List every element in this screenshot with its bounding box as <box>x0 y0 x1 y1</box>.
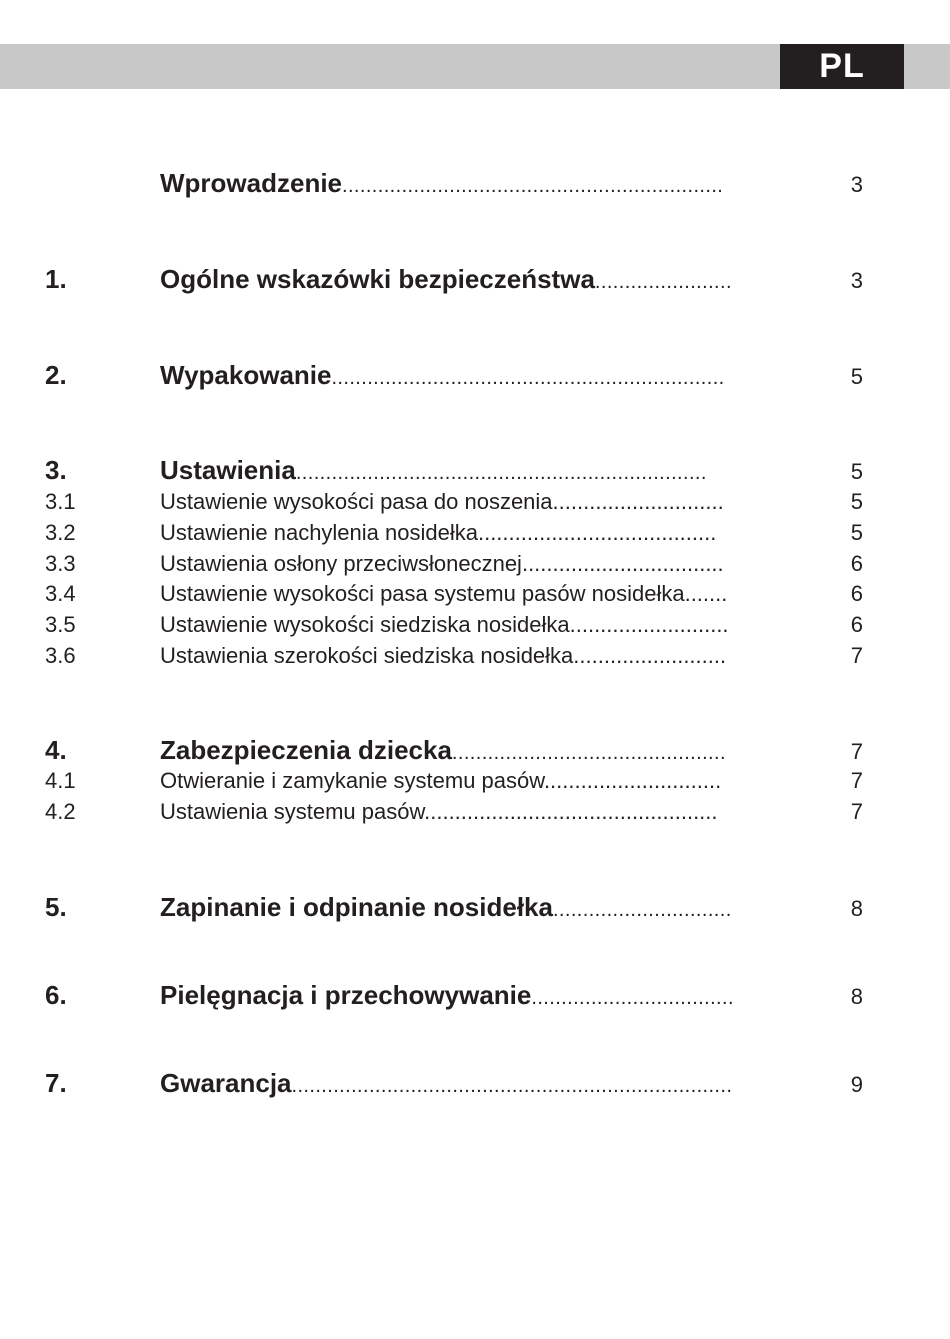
toc-entry-care[interactable] <box>0 980 950 1010</box>
leader-dots: .......................................................................... <box>291 1075 733 1097</box>
toc-entry-page: 6 <box>850 581 863 606</box>
toc-entry-number: 4.1 <box>45 768 76 793</box>
leader-dots: ..................................................................... <box>295 462 707 484</box>
toc-entry-title: Wypakowanie.................................................................. <box>160 360 725 390</box>
toc-entry-settings[interactable] <box>0 455 950 485</box>
toc-entry-fastening[interactable] <box>0 892 950 922</box>
toc-entry-number: 7. <box>45 1068 67 1098</box>
toc-entry-number: 3.1 <box>45 489 76 514</box>
toc-entry-number: 1. <box>45 264 67 294</box>
toc-entry-page: 8 <box>850 896 863 921</box>
toc-entry-title: Pielęgnacja i przechowywanie.................................. <box>160 980 734 1010</box>
toc-entry-4-2[interactable] <box>0 799 950 829</box>
toc-entry-4-1[interactable] <box>0 768 950 798</box>
toc-entry-title: Otwieranie i zamykanie systemu pasów............................. <box>160 768 722 793</box>
toc-entry-title: Ustawienie wysokości pasa do noszenia............................ <box>160 489 724 514</box>
toc-entry-number: 3.4 <box>45 581 76 606</box>
toc-entry-page: 7 <box>850 643 863 668</box>
toc-entry-unpacking[interactable] <box>0 360 950 390</box>
toc-entry-title: Ustawienie wysokości siedziska nosidełka.......................... <box>160 612 729 637</box>
toc-entry-page: 7 <box>850 739 863 764</box>
leader-dots: ............................. <box>543 768 722 793</box>
toc-entry-number: 3.3 <box>45 551 76 576</box>
toc-entry-child-safety[interactable] <box>0 735 950 765</box>
leader-dots: ................................................................ <box>342 175 724 197</box>
toc-entry-number: 4. <box>45 735 67 765</box>
toc-entry-number: 2. <box>45 360 67 390</box>
toc-entry-page: 9 <box>850 1072 863 1097</box>
toc-entry-number: 5. <box>45 892 67 922</box>
toc-entry-page: 3 <box>850 268 863 293</box>
leader-dots: ....................................... <box>477 520 717 545</box>
toc-entry-title: Gwarancja.......................................................................... <box>160 1068 733 1098</box>
toc-entry-3-4[interactable] <box>0 581 950 611</box>
toc-entry-number: 6. <box>45 980 67 1010</box>
leader-dots: .................................. <box>531 987 734 1009</box>
toc-entry-page: 6 <box>850 612 863 637</box>
toc-entry-3-6[interactable] <box>0 643 950 673</box>
toc-entry-page: 5 <box>850 459 863 484</box>
toc-entry-title: Ustawienia..................................................................... <box>160 455 707 485</box>
toc-entry-page: 7 <box>850 799 863 824</box>
toc-entry-number: 3.2 <box>45 520 76 545</box>
toc-entry-3-3[interactable] <box>0 551 950 581</box>
toc-entry-3-1[interactable] <box>0 489 950 519</box>
toc-entry-page: 3 <box>850 172 863 197</box>
toc-entry-title: Ustawienie nachylenia nosidełka....................................... <box>160 520 717 545</box>
toc-entry-title: Ustawienie wysokości pasa systemu pasów nosidełka....... <box>160 581 728 606</box>
leader-dots: ....... <box>684 581 728 606</box>
leader-dots: .............................. <box>552 899 732 921</box>
leader-dots: .................................................................. <box>331 367 725 389</box>
leader-dots: ................................. <box>521 551 724 576</box>
toc-entry-page: 5 <box>850 489 863 514</box>
leader-dots: .............................................. <box>451 742 726 764</box>
toc-entry-title: Ustawienia szerokości siedziska nosidełka......................... <box>160 643 727 668</box>
toc-entry-3-5[interactable] <box>0 612 950 642</box>
toc-entry-number: 3. <box>45 455 67 485</box>
toc-entry-number: 3.5 <box>45 612 76 637</box>
toc-entry-page: 6 <box>850 551 863 576</box>
toc-entry-number: 4.2 <box>45 799 76 824</box>
toc-entry-page: 7 <box>850 768 863 793</box>
toc-entry-title: Wprowadzenie................................................................ <box>160 168 724 198</box>
leader-dots: ......................... <box>573 643 727 668</box>
toc-entry-page: 5 <box>850 520 863 545</box>
toc-entry-page: 5 <box>850 364 863 389</box>
toc-entry-title: Ustawienia osłony przeciwsłonecznej................................. <box>160 551 724 576</box>
toc-entry-safety[interactable] <box>0 264 950 294</box>
leader-dots: ............................ <box>552 489 724 514</box>
toc-entry-title: Zabezpieczenia dziecka.............................................. <box>160 735 726 765</box>
toc-entry-title: Zapinanie i odpinanie nosidełka.............................. <box>160 892 732 922</box>
toc-entry-introduction[interactable] <box>0 168 950 198</box>
toc-entry-3-2[interactable] <box>0 520 950 550</box>
leader-dots: ....................... <box>594 271 732 293</box>
toc-entry-title: Ustawienia systemu pasów................................................ <box>160 799 718 824</box>
toc-entry-warranty[interactable] <box>0 1068 950 1098</box>
toc-entry-page: 8 <box>850 984 863 1009</box>
toc-entry-number: 3.6 <box>45 643 76 668</box>
toc-entry-title: Ogólne wskazówki bezpieczeństwa....................... <box>160 264 732 294</box>
language-badge: PL <box>780 44 904 89</box>
leader-dots: .......................... <box>569 612 729 637</box>
leader-dots: ................................................ <box>424 799 718 824</box>
